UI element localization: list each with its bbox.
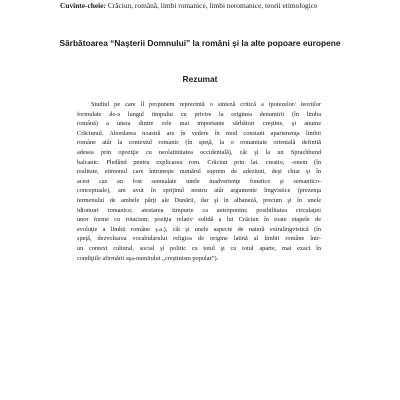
- abstract-line: speţă, dezvoltarea vocabularului religios de origine latină al limbii române într-: [77, 235, 321, 243]
- abstract-line: condiţiile afirmării aşa-numitului „creştinism popular”).: [77, 254, 219, 262]
- abstract-line: balcanic. Pledând pentru explicarea rom. Crăciun prin lat. creatio, -onem (în: [77, 158, 321, 166]
- abstract-line: Studiul pe care îl propunem reprezintă o sinteză critică a ipotezelor/ teoriilor: [91, 101, 321, 108]
- abstract-line: unor forme cu rotacism; poziţia relativ solidă a lui Crăciun în toate etapele de: [77, 216, 321, 224]
- keywords-label: Cuvinte-cheie:: [60, 1, 106, 10]
- abstract-heading: Rezumat: [182, 74, 218, 84]
- abstract-line: adesea prin opoziţie cu neolatinitatea occidentală), cât şi la un Sprachbund: [77, 148, 321, 156]
- keywords-text: Crăciun, română, limbi romanice, limbi neromanice, teorii etimologice: [105, 1, 318, 10]
- keywords-line: [60, 1, 390, 10]
- abstract-line: un context cultural, social şi politic cu totul şi cu totul aparte, mai exact în: [77, 244, 321, 252]
- abstract-line: română) a uneia dintre cele mai importante sărbători creştine, şi anume: [77, 120, 321, 128]
- abstract-line: idiomuri romanice; atestarea timpurie ca antroponim; posibilitatea circulaţiei: [77, 206, 321, 214]
- abstract-line: conceptuale), am avut în sprijinul nostru atât argumente lingvistice (prezenţa: [77, 187, 321, 195]
- abstract-line: termenului de ambele părţi ale Dunării, dar şi în albaneză, precum şi în unele: [77, 196, 321, 204]
- abstract-line: evoluţie a limbii române ş.a.), cât şi unele aspecte de natură extralingvistică (în: [77, 225, 321, 233]
- abstract-line: române atât la contextul romanic (în speţă, la o romanitate orientală definită: [77, 139, 321, 147]
- abstract-line: formulate de-a lungul timpului cu privire la originea denumirii (în limba: [77, 110, 321, 118]
- abstract-body: [77, 100, 321, 263]
- article-title: Sărbătoarea “Naşterii Domnului” la români şi la alte popoare europene: [59, 38, 341, 48]
- abstract-line: Crăciunul. Abordarea noastră are în vedere în mod constant apartenenţa limbii: [77, 129, 321, 137]
- abstract-line: acest caz au fost semnalate unele inadvertenţe fonetice şi semantico-: [77, 177, 321, 185]
- abstract-line: realitate, etimonul care întruneşte numărul suprem de adeziuni, deşi chiar şi în: [77, 168, 321, 176]
